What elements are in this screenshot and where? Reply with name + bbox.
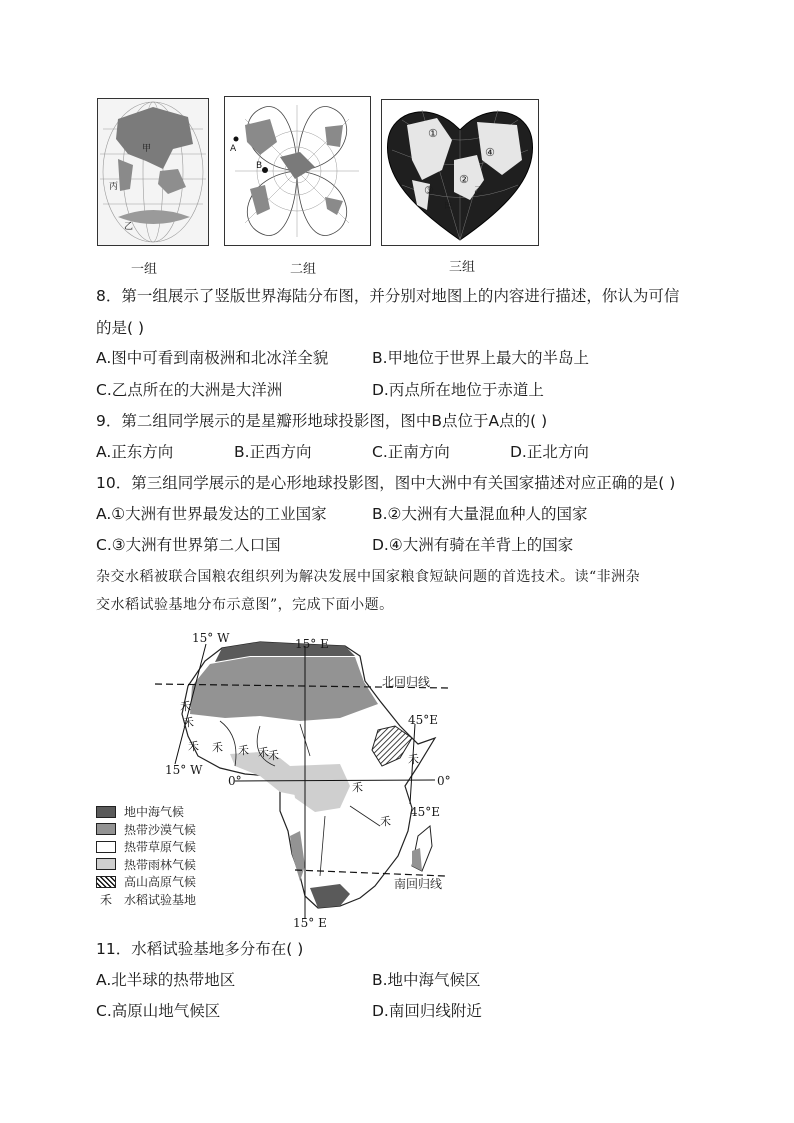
label-equator-left: 0°: [228, 774, 242, 788]
legend-item-mediterranean: [96, 803, 196, 821]
map-label-b: B: [256, 161, 263, 171]
label-equator-right: 0°: [437, 774, 451, 788]
map-label-circled-3: ③: [424, 184, 434, 197]
svg-text:⽲: ⽲: [268, 749, 279, 762]
legend-label: 高山高原气候: [124, 875, 197, 890]
label-tropic-south: 南回归线: [394, 877, 443, 891]
label-45e-top: 45°E: [408, 713, 439, 727]
savanna-swatch: [96, 841, 116, 853]
q11-option-d[interactable]: D.南回归线附近: [372, 1002, 482, 1020]
q10-option-d[interactable]: D.④大洲有骑在羊背上的国家: [372, 536, 574, 554]
label-15e-bottom: 15° E: [293, 916, 327, 930]
svg-text:⽲: ⽲: [180, 700, 191, 713]
group3-heart-projection-map: [381, 99, 539, 246]
q9-stem: 9．第二组同学展示的是星瓣形地球投影图，图中B点位于A点的( ): [96, 412, 548, 430]
q10-option-c[interactable]: C.③大洲有世界第二人口国: [96, 536, 281, 554]
q11-option-a[interactable]: A.北半球的热带地区: [96, 971, 236, 989]
q8-stem-line1: 8．第一组展示了竖版世界海陆分布图，并分别对地图上的内容进行描述，你认为可信: [96, 287, 680, 305]
map-label-a: A: [230, 144, 237, 154]
label-15w-top: 15° W: [192, 631, 230, 645]
label-15e-top: 15° E: [295, 637, 329, 651]
q8-option-c[interactable]: C.乙点所在的大洲是大洋洲: [96, 381, 283, 399]
legend-item-rice-base: [96, 891, 196, 909]
legend-label: 热带草原气候: [124, 840, 197, 855]
q9-option-b[interactable]: B.正西方向: [234, 443, 312, 461]
q11-option-b[interactable]: B.地中海气候区: [372, 971, 481, 989]
legend-item-savanna: [96, 838, 196, 856]
map-label-yi: 乙: [474, 186, 484, 196]
map-label-circled-4: ④: [485, 146, 495, 159]
q8-option-a[interactable]: A.图中可看到南极洲和北冰洋全貌: [96, 349, 329, 367]
q10-option-b[interactable]: B.②大洲有大量混血种人的国家: [372, 505, 588, 523]
q9-option-a[interactable]: A.正东方向: [96, 443, 174, 461]
svg-text:⽲: ⽲: [212, 741, 223, 754]
svg-text:⽲: ⽲: [380, 815, 391, 828]
q8-stem-line2: 的是( ): [96, 319, 145, 337]
svg-text:⽲: ⽲: [188, 740, 199, 753]
q11-stem: 11．水稻试验基地多分布在( ): [96, 940, 304, 958]
group2-caption: 二组: [289, 262, 316, 277]
group2-map-graphic: [225, 97, 370, 245]
map-label-jia: 甲: [142, 144, 152, 154]
rice-plant-icon: ⽲: [99, 892, 112, 907]
africa-intro-line1: 杂交水稻被联合国粮农组织列为解决发展中国家粮食短缺问题的首选技术。读“非洲杂: [96, 569, 641, 585]
africa-intro-line2: 交水稻试验基地分布示意图”，完成下面小题。: [96, 597, 394, 613]
svg-text:⽲: ⽲: [408, 753, 419, 766]
map-label-circled-2: ②: [459, 173, 469, 186]
group1-caption: 一组: [130, 262, 157, 277]
map-label-circled-1: ①: [428, 127, 438, 140]
africa-map-legend: [96, 803, 196, 908]
svg-text:⽲: ⽲: [352, 781, 363, 794]
group1-map-graphic: [98, 99, 208, 245]
q8-option-d[interactable]: D.丙点所在地位于赤道上: [372, 381, 544, 399]
desert-swatch: [96, 823, 116, 835]
rainforest-swatch: [96, 858, 116, 870]
q10-option-a[interactable]: A.①大洲有世界最发达的工业国家: [96, 505, 327, 523]
svg-text:⽲: ⽲: [258, 746, 269, 759]
africa-rice-map: [150, 626, 460, 932]
map-label-tian: 田: [444, 201, 452, 210]
highland-swatch: [96, 876, 116, 888]
legend-label: 热带雨林气候: [124, 857, 197, 872]
map-label-yi: 乙: [124, 222, 134, 232]
q8-option-b[interactable]: B.甲地位于世界上最大的半岛上: [372, 349, 590, 367]
label-45e-bottom: 45°E: [410, 805, 441, 819]
mediterranean-swatch: [96, 806, 116, 818]
legend-item-rainforest: [96, 856, 196, 874]
q10-stem: 10．第三组同学展示的是心形地球投影图，图中大洲中有关国家描述对应正确的是( ): [96, 474, 676, 492]
map-label-bing: 丙: [109, 182, 119, 192]
legend-label: 水稻试验基地: [124, 892, 197, 907]
group2-star-projection-map: [224, 96, 371, 246]
desert-zone: [190, 657, 378, 721]
legend-label: 热带沙漠气候: [124, 822, 197, 837]
svg-text:⽲: ⽲: [183, 716, 194, 729]
label-tropic-north: 北回归线: [382, 675, 431, 689]
svg-text:⽲: ⽲: [238, 744, 249, 757]
q11-option-c[interactable]: C.高原山地气候区: [96, 1002, 221, 1020]
q9-option-c[interactable]: C.正南方向: [372, 443, 450, 461]
group1-vertical-world-map: [97, 98, 209, 246]
group3-caption: 三组: [448, 260, 475, 275]
legend-label: 地中海气候: [124, 805, 185, 820]
label-15w-bottom: 15° W: [165, 763, 203, 777]
q9-option-d[interactable]: D.正北方向: [510, 443, 589, 461]
legend-item-highland: [96, 873, 196, 891]
legend-item-desert: [96, 821, 196, 839]
